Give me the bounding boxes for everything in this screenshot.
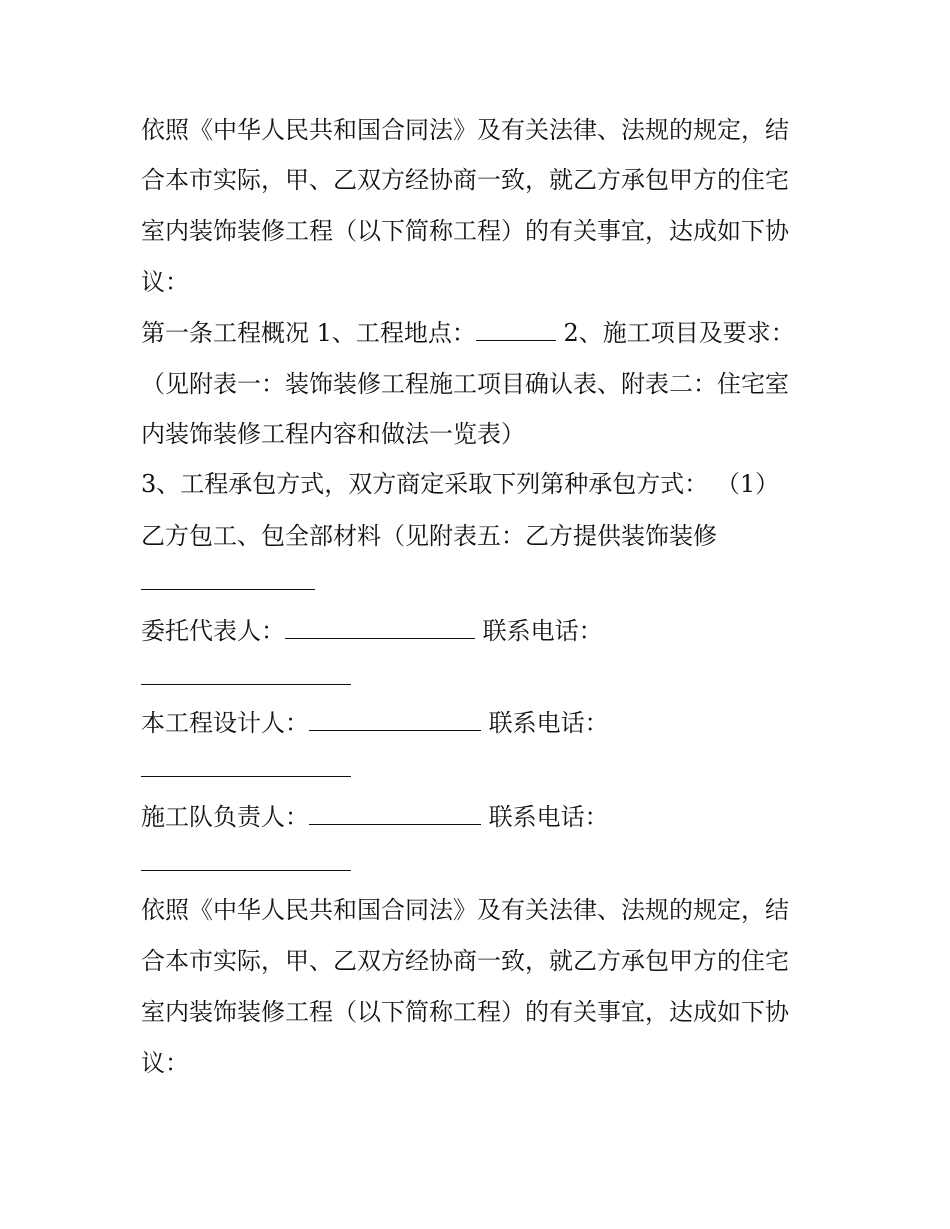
article-1-location-label: 第一条工程概况 1、工程地点： [141, 319, 476, 347]
representative-name-blank[interactable] [285, 616, 475, 639]
article-1-line-4: 3、工程承包方式，双方商定采取下列第种承包方式： （1） [141, 470, 780, 498]
location-blank[interactable] [476, 318, 556, 341]
intro-2-line-1: 依照《中华人民共和国合同法》及有关法律、法规的规定，结 [141, 896, 789, 924]
representative-label: 委托代表人： [141, 617, 285, 645]
foreman-label: 施工队负责人： [141, 803, 309, 831]
foreman-name-blank[interactable] [309, 802, 481, 825]
intro-1-line-3: 室内装饰装修工程（以下简称工程）的有关事宜，达成如下协 [141, 217, 789, 245]
representative-phone-label: 联系电话： [475, 617, 603, 645]
contact-designer [141, 706, 609, 740]
intro-2-line-3: 室内装饰装修工程（以下简称工程）的有关事宜，达成如下协 [141, 998, 789, 1026]
intro-1-line-4: 议： [141, 268, 189, 296]
intro-1-line-1: 依照《中华人民共和国合同法》及有关法律、法规的规定，结 [141, 116, 789, 144]
article-1-project-label: 2、施工项目及要求： [555, 319, 795, 347]
intro-2-line-2: 合本市实际，甲、乙双方经协商一致，就乙方承包甲方的住宅 [141, 947, 789, 975]
foreman-phone-blank[interactable] [141, 869, 351, 871]
designer-label: 本工程设计人： [141, 709, 309, 737]
materials-blank[interactable] [141, 588, 315, 590]
designer-phone-label: 联系电话： [481, 709, 609, 737]
contact-representative [141, 614, 603, 648]
intro-2-line-4: 议： [141, 1049, 189, 1077]
article-1-line-3: 内装饰装修工程内容和做法一览表） [141, 420, 525, 448]
intro-1-line-2: 合本市实际，甲、乙双方经协商一致，就乙方承包甲方的住宅 [141, 166, 789, 194]
article-1-line-5: 乙方包工、包全部材料（见附表五：乙方提供装饰装修 [141, 522, 717, 550]
representative-phone-blank[interactable] [141, 683, 351, 685]
contact-foreman [141, 800, 609, 834]
article-1-line-2: （见附表一：装饰装修工程施工项目确认表、附表二：住宅室 [141, 370, 789, 398]
designer-phone-blank[interactable] [141, 775, 351, 777]
designer-name-blank[interactable] [309, 708, 481, 731]
article-1-line-1 [141, 316, 795, 350]
foreman-phone-label: 联系电话： [481, 803, 609, 831]
